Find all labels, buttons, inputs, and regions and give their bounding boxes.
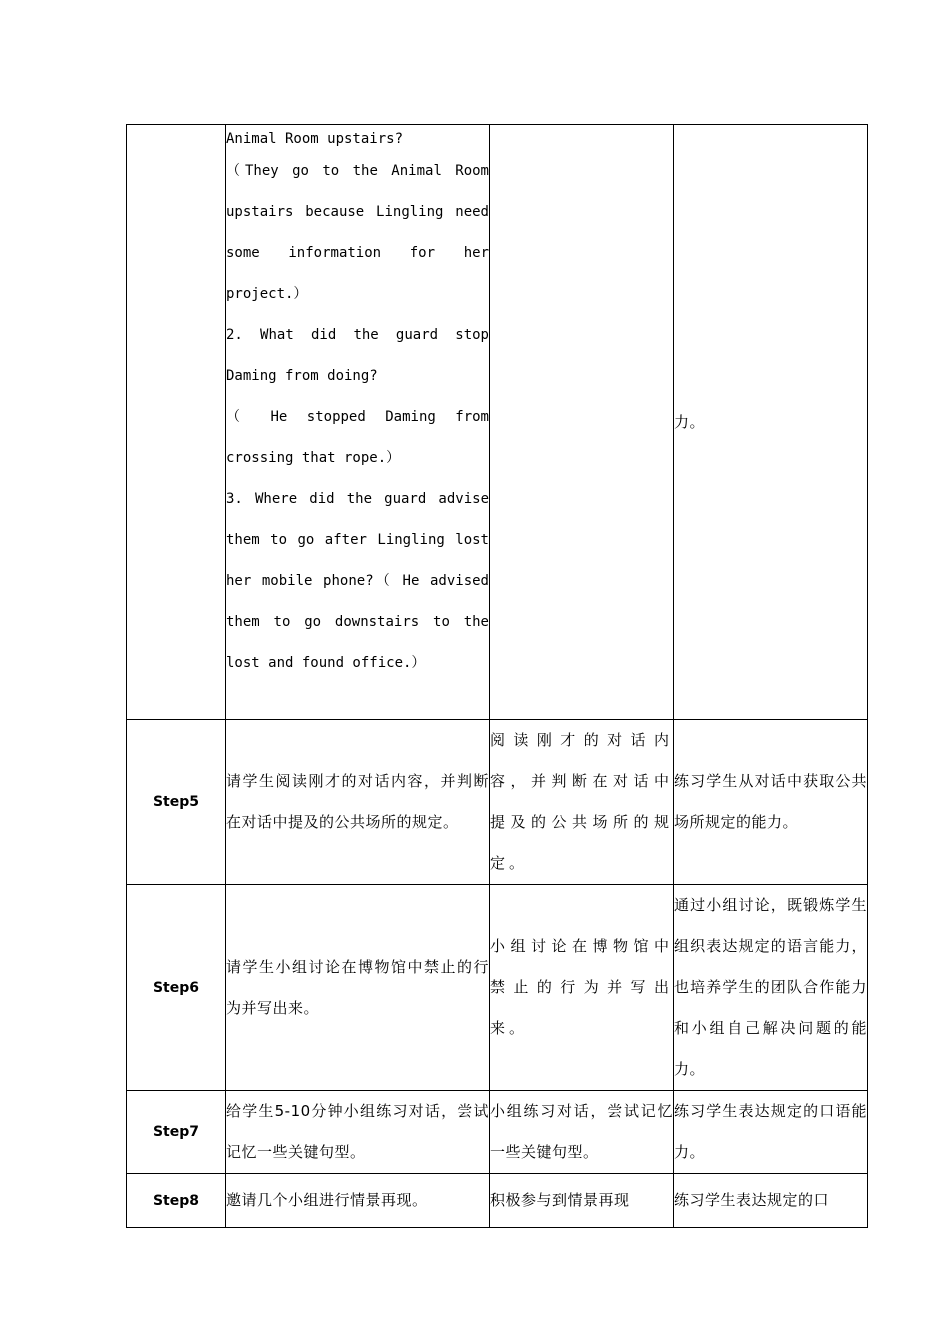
teacher-line: （They go to the Animal Room upstairs because Lingling need some information for her project.） xyxy=(226,163,489,302)
table-row xyxy=(127,1091,868,1174)
teacher-line: （ He stopped Daming from crossing that rope.） xyxy=(226,409,489,466)
teacher-activity-cell xyxy=(226,125,490,720)
step-cell: Step8 xyxy=(127,1174,226,1228)
step-cell: Step7 xyxy=(127,1091,226,1174)
step-cell xyxy=(127,125,226,720)
purpose-cell: 练习学生表达规定的口 xyxy=(674,1174,868,1228)
student-activity-cell: 积极参与到情景再现 xyxy=(490,1174,674,1228)
teacher-line: 2. What did the guard stop Daming from doing? xyxy=(226,327,489,384)
student-activity-cell: 小组练习对话，尝试记忆一些关键句型。 xyxy=(490,1091,674,1174)
table-row xyxy=(127,125,868,720)
purpose-cell: 通过小组讨论，既锻炼学生组织表达规定的语言能力，也培养学生的团队合作能力和小组自己解决问题的能力。 xyxy=(674,885,868,1091)
purpose-cell: 练习学生表达规定的口语能力。 xyxy=(674,1091,868,1174)
teacher-line: 3. Where did the guard advise them to go after Lingling lost her mobile phone?（ He advised them to go downstairs to the lost and found office.） xyxy=(226,491,489,671)
step-cell: Step5 xyxy=(127,720,226,885)
step-cell: Step6 xyxy=(127,885,226,1091)
table-row xyxy=(127,1174,868,1228)
teacher-activity-cell: 请学生阅读刚才的对话内容，并判断在对话中提及的公共场所的规定。 xyxy=(226,720,490,885)
purpose-cell: 练习学生从对话中获取公共场所规定的能力。 xyxy=(674,720,868,885)
teacher-activity-cell: 请学生小组讨论在博物馆中禁止的行为并写出来。 xyxy=(226,885,490,1091)
purpose-cell: 力。 xyxy=(674,125,868,720)
student-activity-cell: 阅读刚才的对话内容，并判断在对话中提及的公共场所的规定。 xyxy=(490,720,674,885)
teacher-line: Animal Room upstairs? xyxy=(226,131,404,147)
teacher-activity-cell: 给学生5-10分钟小组练习对话，尝试记忆一些关键句型。 xyxy=(226,1091,490,1174)
teacher-activity-cell: 邀请几个小组进行情景再现。 xyxy=(226,1174,490,1228)
student-activity-cell: 小组讨论在博物馆中禁止的行为并写出来。 xyxy=(490,885,674,1091)
table-row xyxy=(127,885,868,1091)
lesson-plan-table xyxy=(126,124,868,1228)
table-row xyxy=(127,720,868,885)
student-activity-cell xyxy=(490,125,674,720)
